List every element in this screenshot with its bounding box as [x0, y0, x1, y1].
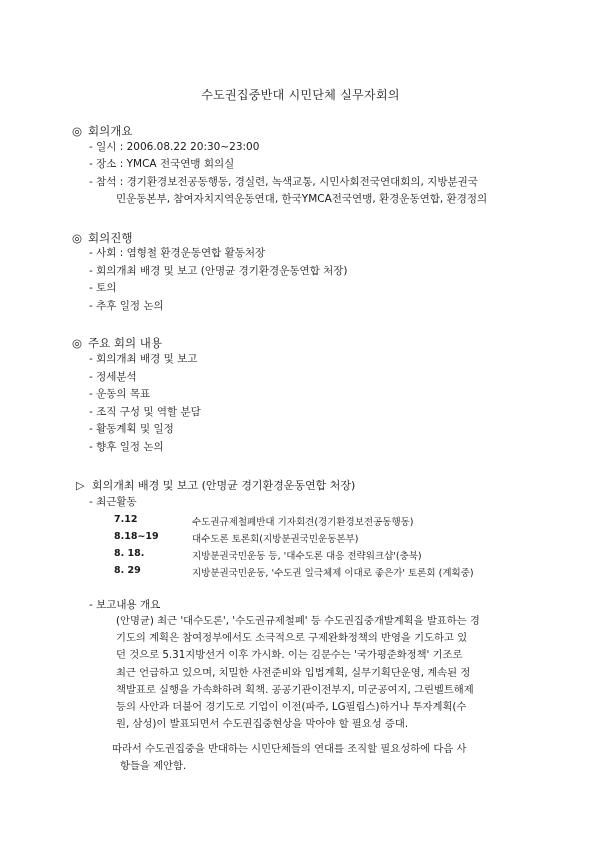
report-line: (안명균) 최근 '대수도론', '수도권규제철폐' 등 수도권집중개발계획을 발표하는 경 — [116, 615, 480, 627]
list-item: - 정세분석 — [89, 371, 137, 383]
report-paragraph — [116, 613, 526, 733]
recent-activities-label: - 최근활동 — [89, 496, 137, 508]
meeting-place: - 장소 : YMCA 전국연맹 회의실 — [89, 158, 235, 170]
list-item: - 운동의 목표 — [89, 388, 151, 400]
double-circle-icon: ◎ — [72, 231, 83, 245]
list-item: - 사회 : 염형철 환경운동연합 활동처장 — [89, 247, 266, 259]
list-item: - 활동계획 및 일정 — [89, 423, 174, 435]
list-item: - 회의개최 배경 및 보고 (안명균 경기환경운동연합 처장) — [89, 265, 348, 277]
report-line: 최근 언급하고 있으며, 치밀한 사전준비와 입법계획, 실무기획단운영, 계속된 정 — [116, 666, 471, 679]
activity-desc: 지방분권국민운동 등, '대수도론 대응 전략워크샵'(충북) — [192, 551, 422, 562]
page-title: 수도권집중반대 시민단체 실무자회의 — [201, 88, 400, 102]
meeting-attendees: - 참석 : 경기환경보전공동행동, 경실련, 녹색교통, 시민사회전국연대회의, 지방분권국 — [89, 176, 478, 188]
double-circle-icon: ◎ — [72, 336, 83, 350]
activity-desc: 대수도론 토론회(지방분권국민운동본부) — [192, 534, 359, 545]
activity-desc: 지방분권국민운동, '수도권 일극체제 이대로 좋은가' 토론회 (계획중) — [192, 568, 474, 579]
activity-desc: 수도권규제철폐반대 기자회견(경기환경보전공동행동) — [192, 517, 414, 528]
report-line: 던 것으로 5.31지방선거 이후 가시화. 이는 김문수는 '국가평준화정책' 기조로 — [116, 649, 463, 662]
report-summary-label: - 보고내용 개요 — [89, 599, 161, 611]
conclusion-paragraph — [112, 741, 526, 775]
list-item: - 회의개최 배경 및 보고 — [89, 353, 198, 365]
activity-date: 8. 29 — [114, 565, 141, 576]
list-item: - 토의 — [89, 282, 117, 294]
activity-date: 7.12 — [114, 514, 138, 525]
meeting-date: - 일시 : 2006.08.22 20:30~23:00 — [89, 141, 260, 153]
list-item: - 추후 일정 논의 — [89, 300, 164, 312]
activity-date: 8. 18. — [114, 548, 145, 559]
section-heading-proceedings: ◎ 회의진행 — [72, 231, 133, 245]
double-circle-icon: ◎ — [72, 124, 83, 138]
activity-date: 8.18~19 — [114, 531, 159, 542]
section-heading-overview: ◎ 회의개요 — [72, 124, 133, 138]
section-heading-main-content: ◎ 주요 회의 내용 — [72, 336, 162, 350]
report-line: 책발표로 실행을 가속화하려 획책. 공공기관이전부지, 미군공여지, 그린벨트해제 — [116, 683, 474, 696]
report-line: 원, 삼성)이 발표되면서 수도권집중현상을 막아야 할 필요성 증대. — [116, 718, 409, 731]
triangle-right-icon: ▷ — [76, 479, 85, 492]
conclusion-line: 항들을 제안함. — [120, 760, 187, 773]
list-item: - 향후 일정 논의 — [89, 441, 164, 453]
report-line: 기도의 계획은 참여정부에서도 소극적으로 구제완화정책의 반영을 기도하고 있 — [116, 632, 468, 645]
conclusion-line: 따라서 수도권집중을 반대하는 시민단체들의 연대를 조직할 필요성하에 다음 사 — [112, 743, 467, 755]
meeting-attendees-cont: 민운동본부, 참여자치지역운동연대, 한국YMCA전국연맹, 환경운동연합, 환경정의 — [116, 193, 488, 205]
report-line: 등의 사안과 더불어 경기도로 기업이 이전(파주, LG필립스)하거나 투자계획(수 — [116, 701, 467, 714]
list-item: - 조직 구성 및 역할 분담 — [89, 406, 201, 418]
section-heading-background: ▷ 회의개최 배경 및 보고 (안명균 경기환경운동연합 처장) — [76, 479, 356, 492]
